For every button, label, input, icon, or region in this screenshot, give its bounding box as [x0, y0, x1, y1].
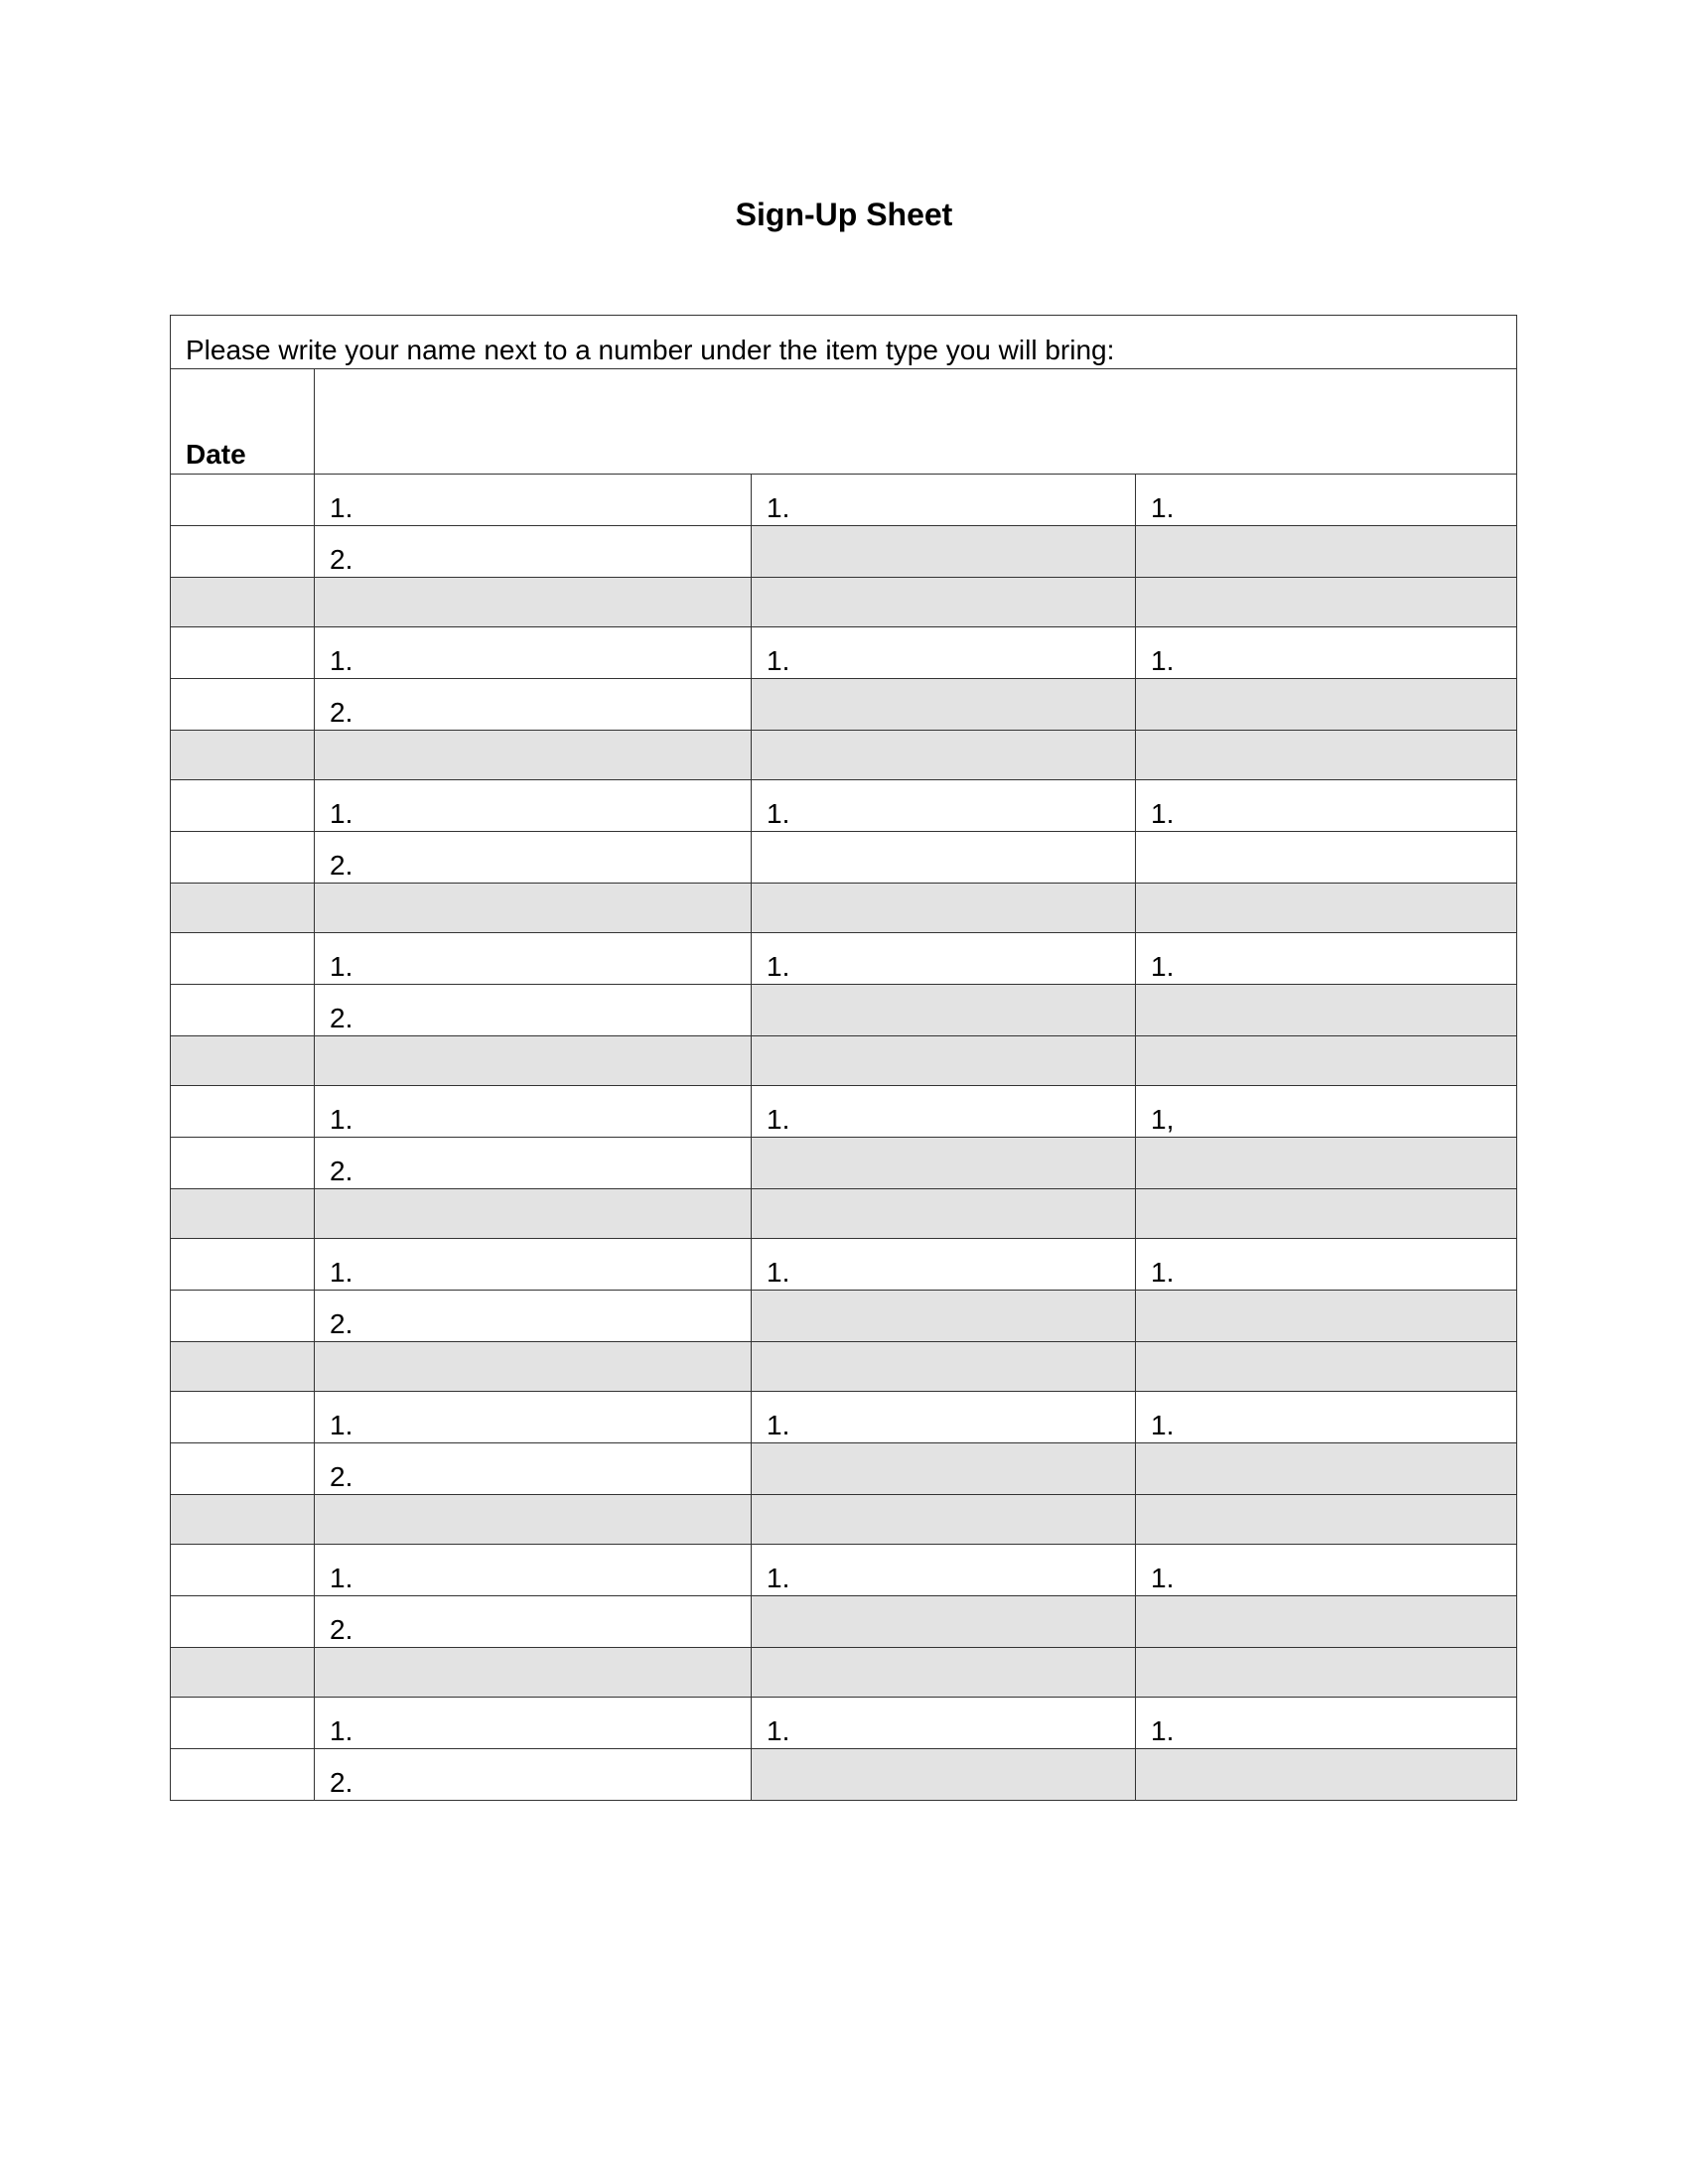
table-row	[171, 933, 1517, 985]
date-cell[interactable]	[171, 780, 315, 832]
shaded-cell	[171, 1342, 315, 1392]
table-row	[171, 1291, 1517, 1342]
signup-slot[interactable]	[752, 1138, 1136, 1189]
date-cell[interactable]	[171, 1291, 315, 1342]
date-header: Date	[171, 369, 315, 475]
signup-slot[interactable]	[1136, 679, 1517, 731]
date-cell[interactable]	[171, 679, 315, 731]
signup-slot[interactable]: 1.	[315, 627, 752, 679]
separator-row	[171, 1036, 1517, 1086]
signup-slot[interactable]: 1.	[315, 1086, 752, 1138]
signup-slot[interactable]: 1.	[752, 933, 1136, 985]
date-cell[interactable]	[171, 933, 315, 985]
signup-slot[interactable]	[752, 526, 1136, 578]
signup-slot[interactable]: 1.	[752, 1545, 1136, 1596]
signup-slot[interactable]: 2.	[315, 526, 752, 578]
signup-slot[interactable]	[752, 985, 1136, 1036]
signup-slot[interactable]: 1.	[315, 780, 752, 832]
signup-slot[interactable]: 1.	[315, 933, 752, 985]
date-cell[interactable]	[171, 627, 315, 679]
table-row	[171, 1749, 1517, 1801]
signup-slot[interactable]	[1136, 832, 1517, 884]
separator-row	[171, 578, 1517, 627]
signup-slot[interactable]: 1.	[752, 1392, 1136, 1443]
signup-slot[interactable]: 1.	[1136, 1698, 1517, 1749]
shaded-cell	[171, 884, 315, 933]
signup-slot[interactable]	[752, 1443, 1136, 1495]
table-row	[171, 985, 1517, 1036]
date-cell[interactable]	[171, 1138, 315, 1189]
signup-slot[interactable]: 1,	[1136, 1086, 1517, 1138]
signup-slot[interactable]: 1.	[315, 1698, 752, 1749]
date-cell[interactable]	[171, 1086, 315, 1138]
signup-slot[interactable]: 1.	[1136, 1392, 1517, 1443]
separator-row	[171, 1342, 1517, 1392]
instructions-row	[171, 316, 1517, 369]
signup-slot[interactable]	[752, 1596, 1136, 1648]
date-cell[interactable]	[171, 1443, 315, 1495]
signup-slot[interactable]: 2.	[315, 832, 752, 884]
table-row	[171, 1443, 1517, 1495]
signup-slot[interactable]: 2.	[315, 985, 752, 1036]
shaded-cell	[315, 884, 752, 933]
signup-slot[interactable]: 2.	[315, 1291, 752, 1342]
signup-slot[interactable]: 1.	[1136, 933, 1517, 985]
signup-slot[interactable]: 1.	[315, 1239, 752, 1291]
date-cell[interactable]	[171, 1239, 315, 1291]
signup-table	[170, 315, 1517, 1801]
signup-slot[interactable]: 2.	[315, 1749, 752, 1801]
signup-slot[interactable]: 1.	[1136, 627, 1517, 679]
signup-slot[interactable]	[752, 1749, 1136, 1801]
shaded-cell	[752, 1189, 1136, 1239]
separator-row	[171, 884, 1517, 933]
shaded-cell	[1136, 1342, 1517, 1392]
shaded-cell	[1136, 731, 1517, 780]
date-cell[interactable]	[171, 526, 315, 578]
signup-slot[interactable]: 1.	[1136, 475, 1517, 526]
signup-slot[interactable]	[1136, 526, 1517, 578]
date-cell[interactable]	[171, 475, 315, 526]
signup-slot[interactable]: 1.	[315, 475, 752, 526]
shaded-cell	[171, 1189, 315, 1239]
signup-slot[interactable]	[1136, 1291, 1517, 1342]
shaded-cell	[171, 578, 315, 627]
signup-slot[interactable]	[1136, 1443, 1517, 1495]
table-row	[171, 1545, 1517, 1596]
table-row	[171, 1239, 1517, 1291]
signup-slot[interactable]: 1.	[752, 1086, 1136, 1138]
shaded-cell	[1136, 884, 1517, 933]
signup-slot[interactable]: 2.	[315, 1596, 752, 1648]
table-row	[171, 679, 1517, 731]
shaded-cell	[1136, 1036, 1517, 1086]
signup-slot[interactable]: 1.	[1136, 1545, 1517, 1596]
shaded-cell	[171, 1036, 315, 1086]
date-cell[interactable]	[171, 985, 315, 1036]
shaded-cell	[752, 1648, 1136, 1698]
signup-slot[interactable]: 1.	[752, 780, 1136, 832]
date-cell[interactable]	[171, 1545, 315, 1596]
shaded-cell	[752, 1495, 1136, 1545]
separator-row	[171, 731, 1517, 780]
signup-slot[interactable]: 1.	[752, 475, 1136, 526]
date-cell[interactable]	[171, 1392, 315, 1443]
signup-slot[interactable]: 2.	[315, 1138, 752, 1189]
shaded-cell	[315, 1036, 752, 1086]
table-row	[171, 627, 1517, 679]
page-title: Sign-Up Sheet	[735, 197, 953, 232]
shaded-cell	[752, 1036, 1136, 1086]
table-row	[171, 1392, 1517, 1443]
table-row	[171, 475, 1517, 526]
shaded-cell	[315, 578, 752, 627]
signup-slot[interactable]: 1.	[752, 1698, 1136, 1749]
shaded-cell	[752, 884, 1136, 933]
table-row	[171, 1138, 1517, 1189]
date-cell[interactable]	[171, 1749, 315, 1801]
signup-slot[interactable]: 1.	[1136, 1239, 1517, 1291]
header-row	[171, 369, 1517, 475]
signup-slot[interactable]	[1136, 985, 1517, 1036]
table-row	[171, 1698, 1517, 1749]
shaded-cell	[315, 1342, 752, 1392]
signup-slot[interactable]: 1.	[315, 1392, 752, 1443]
table-row	[171, 832, 1517, 884]
shaded-cell	[171, 1495, 315, 1545]
shaded-cell	[171, 731, 315, 780]
shaded-cell	[1136, 578, 1517, 627]
date-cell[interactable]	[171, 1698, 315, 1749]
signup-slot[interactable]: 1.	[752, 1239, 1136, 1291]
table-row	[171, 780, 1517, 832]
shaded-cell	[315, 1495, 752, 1545]
shaded-cell	[1136, 1495, 1517, 1545]
shaded-cell	[1136, 1189, 1517, 1239]
signup-slot[interactable]	[752, 679, 1136, 731]
signup-slot[interactable]	[1136, 1596, 1517, 1648]
separator-row	[171, 1495, 1517, 1545]
signup-slot[interactable]	[1136, 1749, 1517, 1801]
item-type-header-cell[interactable]	[315, 369, 1517, 475]
signup-slot[interactable]	[752, 1291, 1136, 1342]
shaded-cell	[752, 578, 1136, 627]
signup-slot[interactable]	[752, 832, 1136, 884]
signup-slot[interactable]	[1136, 1138, 1517, 1189]
signup-slot[interactable]: 1.	[752, 627, 1136, 679]
shaded-cell	[752, 1342, 1136, 1392]
shaded-cell	[171, 1648, 315, 1698]
separator-row	[171, 1648, 1517, 1698]
signup-slot[interactable]: 1.	[1136, 780, 1517, 832]
instructions-text: Please write your name next to a number under the item type you will bring:	[171, 316, 1517, 369]
signup-slot[interactable]: 2.	[315, 1443, 752, 1495]
shaded-cell	[1136, 1648, 1517, 1698]
shaded-cell	[315, 1648, 752, 1698]
signup-slot[interactable]: 2.	[315, 679, 752, 731]
separator-row	[171, 1189, 1517, 1239]
date-cell[interactable]	[171, 1596, 315, 1648]
shaded-cell	[315, 731, 752, 780]
table-row	[171, 1596, 1517, 1648]
shaded-cell	[752, 731, 1136, 780]
date-cell[interactable]	[171, 832, 315, 884]
table-row	[171, 1086, 1517, 1138]
shaded-cell	[315, 1189, 752, 1239]
table-row	[171, 526, 1517, 578]
signup-slot[interactable]: 1.	[315, 1545, 752, 1596]
